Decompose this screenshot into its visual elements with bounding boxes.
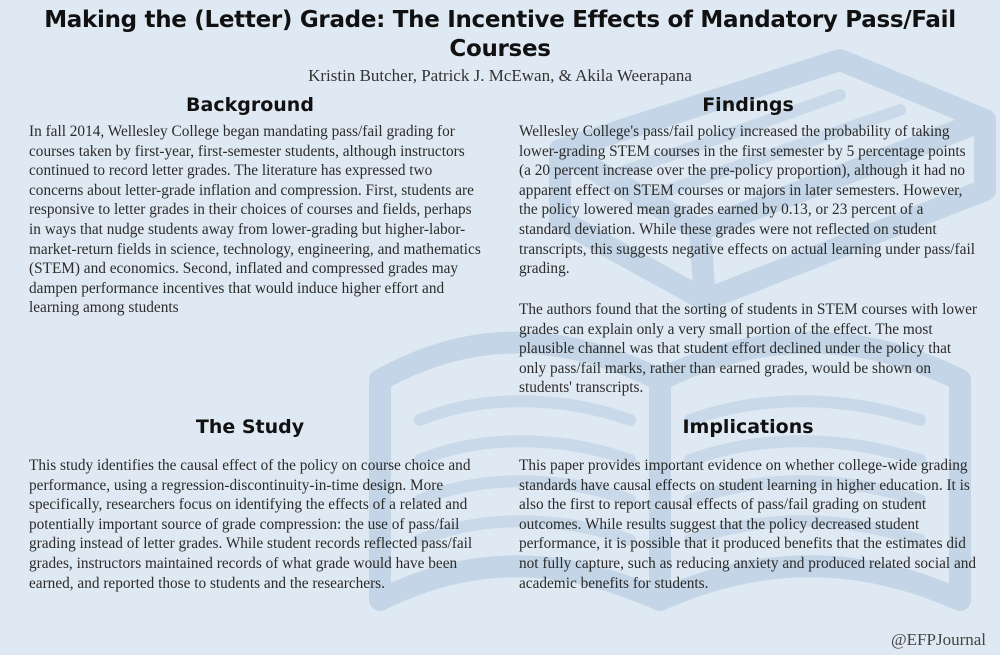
authors-line: Kristin Butcher, Patrick J. McEwan, & Akila Weerapana [308,66,692,85]
implications-heading: Implications [682,416,814,438]
social-handle: @EFPJournal [891,630,986,649]
background-heading: Background [186,94,314,116]
findings-paragraph-1: Wellesley College's pass/fail policy increased the probability of taking lower-grading STEM courses in the first semester by 5 percentage points (a 20 percent increase over the pre-policy proportion), although it had no apparent effect on STEM courses or majors in later semesters. However, the policy lowered mean grades earned by 0.13, or 23 percent of a standard deviation. While these grades were not reflected on student transcripts, this suggests negative effects on actual learning under pass/fail grading. [519,123,975,278]
implications-text: This paper provides important evidence on whether college-wide grading standards have causal effects on student learning in higher education. It is also the first to report causal effects of pass/fail grading on student outcomes. While results suggest that the policy decreased student performance, it is possible that it produced benefits that the estimates did not fully capture, such as reducing anxiety and produced related social and academic benefits for students. [519,457,977,592]
page-title: Making the (Letter) Grade: The Incentive Effects of Mandatory Pass/Fail Courses [44,7,956,62]
background-text: In fall 2014, Wellesley College began mandating pass/fail grading for courses taken by first-year, first-semester students, although instructors continued to record letter grades. The literature has expressed two concerns about letter-grade inflation and compression. First, students are responsive to letter grades in their choices of courses and fields, perhaps in ways that nudge students away from lower-grading but higher-labor-market-return fields in science, technology, engineering, and mathematics (STEM) and economics. Second, inflated and compressed grades may dampen performance incentives that would induce higher effort and learning among students [29,123,481,317]
findings-heading: Findings [702,94,794,116]
findings-paragraph-2: The authors found that the sorting of students in STEM courses with lower grades can explain only a very small portion of the effect. The most plausible channel was that student effort declined under the policy that only pass/fail marks, rather than earned grades, would be shown on students' transcripts. [519,301,977,397]
study-heading: The Study [195,416,305,438]
study-text: This study identifies the causal effect of the policy on course choice and performance, using a regression-discontinuity-in-time design. More specifically, researchers focus on identifying the effects of a related and potentially important source of grade compression: the use of pass/fail grading instead of letter grades. While student records reflected pass/fail grades, instructors maintained records of what grade would have been earned, and reported those to students and the researchers. [29,457,473,592]
